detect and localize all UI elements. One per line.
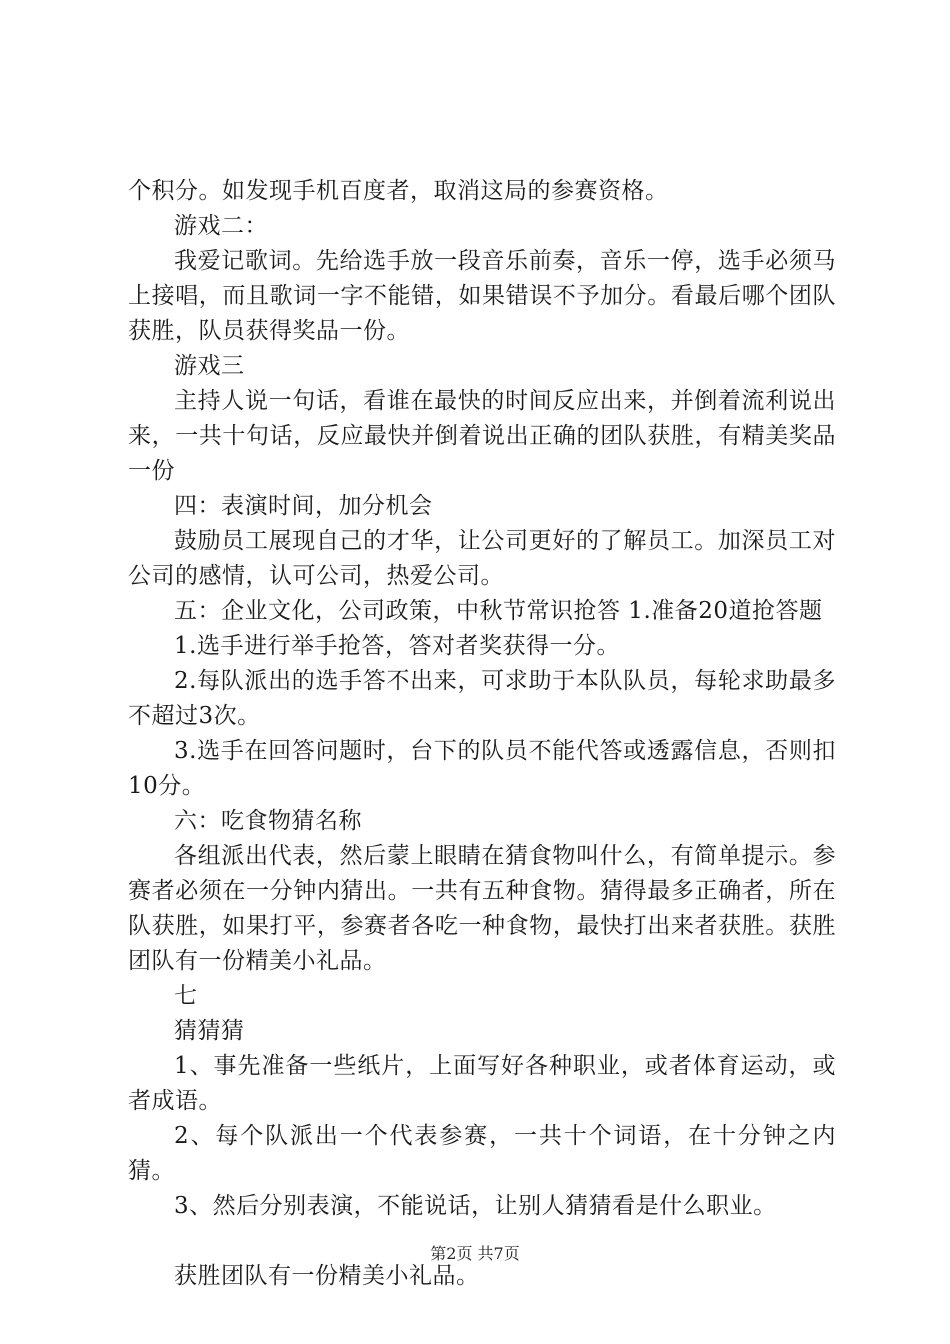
- paragraph: 我爱记歌词。先给选手放一段音乐前奏，音乐一停，选手必须马上接唱，而且歌词一字不能错，如果错误不予加分。看最后哪个团队获胜，队员获得奖品一份。: [128, 248, 836, 344]
- paragraph: 游戏三: [174, 353, 245, 379]
- paragraph: 1.选手进行举手抢答，答对者奖获得一分。: [174, 633, 620, 659]
- paragraph: 2、每个队派出一个代表参赛，一共十个词语，在十分钟之内猜。: [128, 1123, 836, 1184]
- paragraph: 四：表演时间，加分机会: [174, 493, 433, 519]
- paragraph: 3、然后分别表演，不能说话，让别人猜猜看是什么职业。: [174, 1193, 777, 1219]
- paragraph: 1、事先准备一些纸片，上面写好各种职业，或者体育运动，或者成语。: [128, 1053, 836, 1114]
- paragraph: 主持人说一句话，看谁在最快的时间反应出来，并倒着流利说出来，一共十句话，反应最快并倒着说出正确的团队获胜，有精美奖品一份: [128, 388, 836, 484]
- paragraph: 3.选手在回答问题时，台下的队员不能代答或透露信息，否则扣10分。: [128, 738, 836, 799]
- paragraph: 游戏二：: [174, 213, 268, 239]
- paragraph: 获胜团队有一份精美小礼品。: [174, 1263, 480, 1289]
- page-number-footer: 第2页 共7页: [430, 1244, 520, 1263]
- paragraph: 2.每队派出的选手答不出来，可求助于本队队员，每轮求助最多不超过3次。: [128, 668, 836, 729]
- paragraph: 个积分。如发现手机百度者，取消这局的参赛资格。: [128, 178, 669, 204]
- paragraph: 六：吃食物猜名称: [174, 808, 362, 834]
- paragraph: 各组派出代表，然后蒙上眼睛在猜食物叫什么，有简单提示。参赛者必须在一分钟内猜出。一共有五种食物。猜得最多正确者，所在队获胜，如果打平，参赛者各吃一种食物，最快打出来者获胜。获胜团队有一份精美小礼品。: [128, 843, 836, 974]
- document-body: [128, 174, 836, 1294]
- paragraph: 七: [174, 983, 198, 1009]
- paragraph: 猜猜猜: [174, 1018, 245, 1044]
- paragraph: 五：企业文化，公司政策，中秋节常识抢答 1.准备20道抢答题: [174, 598, 823, 624]
- paragraph: 鼓励员工展现自己的才华，让公司更好的了解员工。加深员工对公司的感情，认可公司，热爱公司。: [128, 528, 836, 589]
